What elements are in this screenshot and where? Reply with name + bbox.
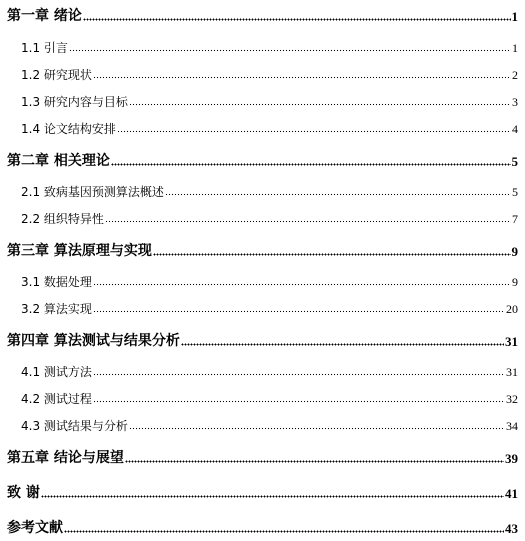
- toc-chapter-2[interactable]: [7, 154, 518, 168]
- toc-page-number: 41: [505, 486, 518, 501]
- toc-entry-label: 第二章 相关理论: [7, 153, 110, 169]
- toc-page-number: 43: [505, 521, 518, 536]
- dot-leader: [64, 529, 504, 533]
- toc-entry-label: 1.2 研究现状: [21, 68, 92, 82]
- toc-page-number: 4: [512, 122, 518, 136]
- toc-section-1-2[interactable]: [21, 69, 518, 81]
- dot-leader: [41, 494, 504, 498]
- toc-page-number: 9: [511, 244, 518, 259]
- toc-page-number: 7: [512, 212, 518, 226]
- toc-entry-label: 第三章 算法原理与实现: [7, 243, 152, 259]
- dot-leader: [93, 282, 511, 286]
- toc-chapter-4[interactable]: [7, 334, 518, 348]
- toc-chapter-1[interactable]: [7, 9, 518, 23]
- toc-section-3-1[interactable]: [21, 276, 518, 288]
- toc-section-4-1[interactable]: [21, 366, 518, 378]
- toc-entry-label: 2.2 组织特异性: [21, 212, 104, 226]
- dot-leader: [93, 399, 505, 403]
- toc-page-number: 5: [512, 185, 518, 199]
- dot-leader: [105, 219, 511, 223]
- toc-section-2-2[interactable]: [21, 213, 518, 225]
- toc-page-number: 1: [512, 41, 518, 55]
- toc-section-1-3[interactable]: [21, 96, 518, 108]
- dot-leader: [181, 342, 504, 346]
- toc-chapter-3[interactable]: [7, 244, 518, 258]
- toc-page-number: 34: [506, 419, 518, 433]
- toc-entry-label: 1.1 引言: [21, 41, 68, 55]
- dot-leader: [93, 309, 505, 313]
- dot-leader: [117, 129, 511, 133]
- toc-page-number: 1: [511, 9, 518, 24]
- toc-section-3-2[interactable]: [21, 303, 518, 315]
- dot-leader: [111, 162, 511, 166]
- dot-leader: [129, 426, 505, 430]
- toc-page-number: 2: [512, 68, 518, 82]
- toc-entry-label: 4.2 测试过程: [21, 392, 92, 406]
- toc-section-4-2[interactable]: [21, 393, 518, 405]
- toc-entry-label: 2.1 致病基因预测算法概述: [21, 185, 164, 199]
- dot-leader: [93, 75, 511, 79]
- toc-page-number: 20: [506, 302, 518, 316]
- dot-leader: [129, 102, 511, 106]
- toc-entry-label: 1.4 论文结构安排: [21, 122, 116, 136]
- toc-entry-label: 4.1 测试方法: [21, 365, 92, 379]
- toc-section-4-3[interactable]: [21, 420, 518, 432]
- toc-chapter-5[interactable]: [7, 451, 518, 465]
- toc-entry-label: 3.1 数据处理: [21, 275, 92, 289]
- toc-entry-label: 第五章 结论与展望: [7, 450, 124, 466]
- toc-references[interactable]: [7, 521, 518, 535]
- toc-section-1-1[interactable]: [21, 42, 518, 54]
- toc-entry-label: 第四章 算法测试与结果分析: [7, 333, 180, 349]
- toc-page-number: 32: [506, 392, 518, 406]
- toc-page-number: 31: [506, 365, 518, 379]
- dot-leader: [153, 252, 511, 256]
- toc-page-number: 9: [512, 275, 518, 289]
- toc-entry-label: 4.3 测试结果与分析: [21, 419, 128, 433]
- dot-leader: [83, 17, 511, 21]
- toc-entry-label: 3.2 算法实现: [21, 302, 92, 316]
- toc-entry-label: 第一章 绪论: [7, 8, 82, 24]
- dot-leader: [165, 192, 511, 196]
- toc-section-1-4[interactable]: [21, 123, 518, 135]
- toc-page-number: 3: [512, 95, 518, 109]
- toc-entry-label: 1.3 研究内容与目标: [21, 95, 128, 109]
- dot-leader: [125, 459, 504, 463]
- toc-page-number: 31: [505, 334, 518, 349]
- dot-leader: [93, 372, 505, 376]
- toc-page-number: 5: [511, 154, 518, 169]
- toc-entry-label: 参考文献: [7, 520, 63, 536]
- toc-page-number: 39: [505, 451, 518, 466]
- dot-leader: [69, 48, 511, 52]
- toc-section-2-1[interactable]: [21, 186, 518, 198]
- toc-entry-label: 致 谢: [7, 485, 40, 501]
- toc-acknowledgements[interactable]: [7, 486, 518, 500]
